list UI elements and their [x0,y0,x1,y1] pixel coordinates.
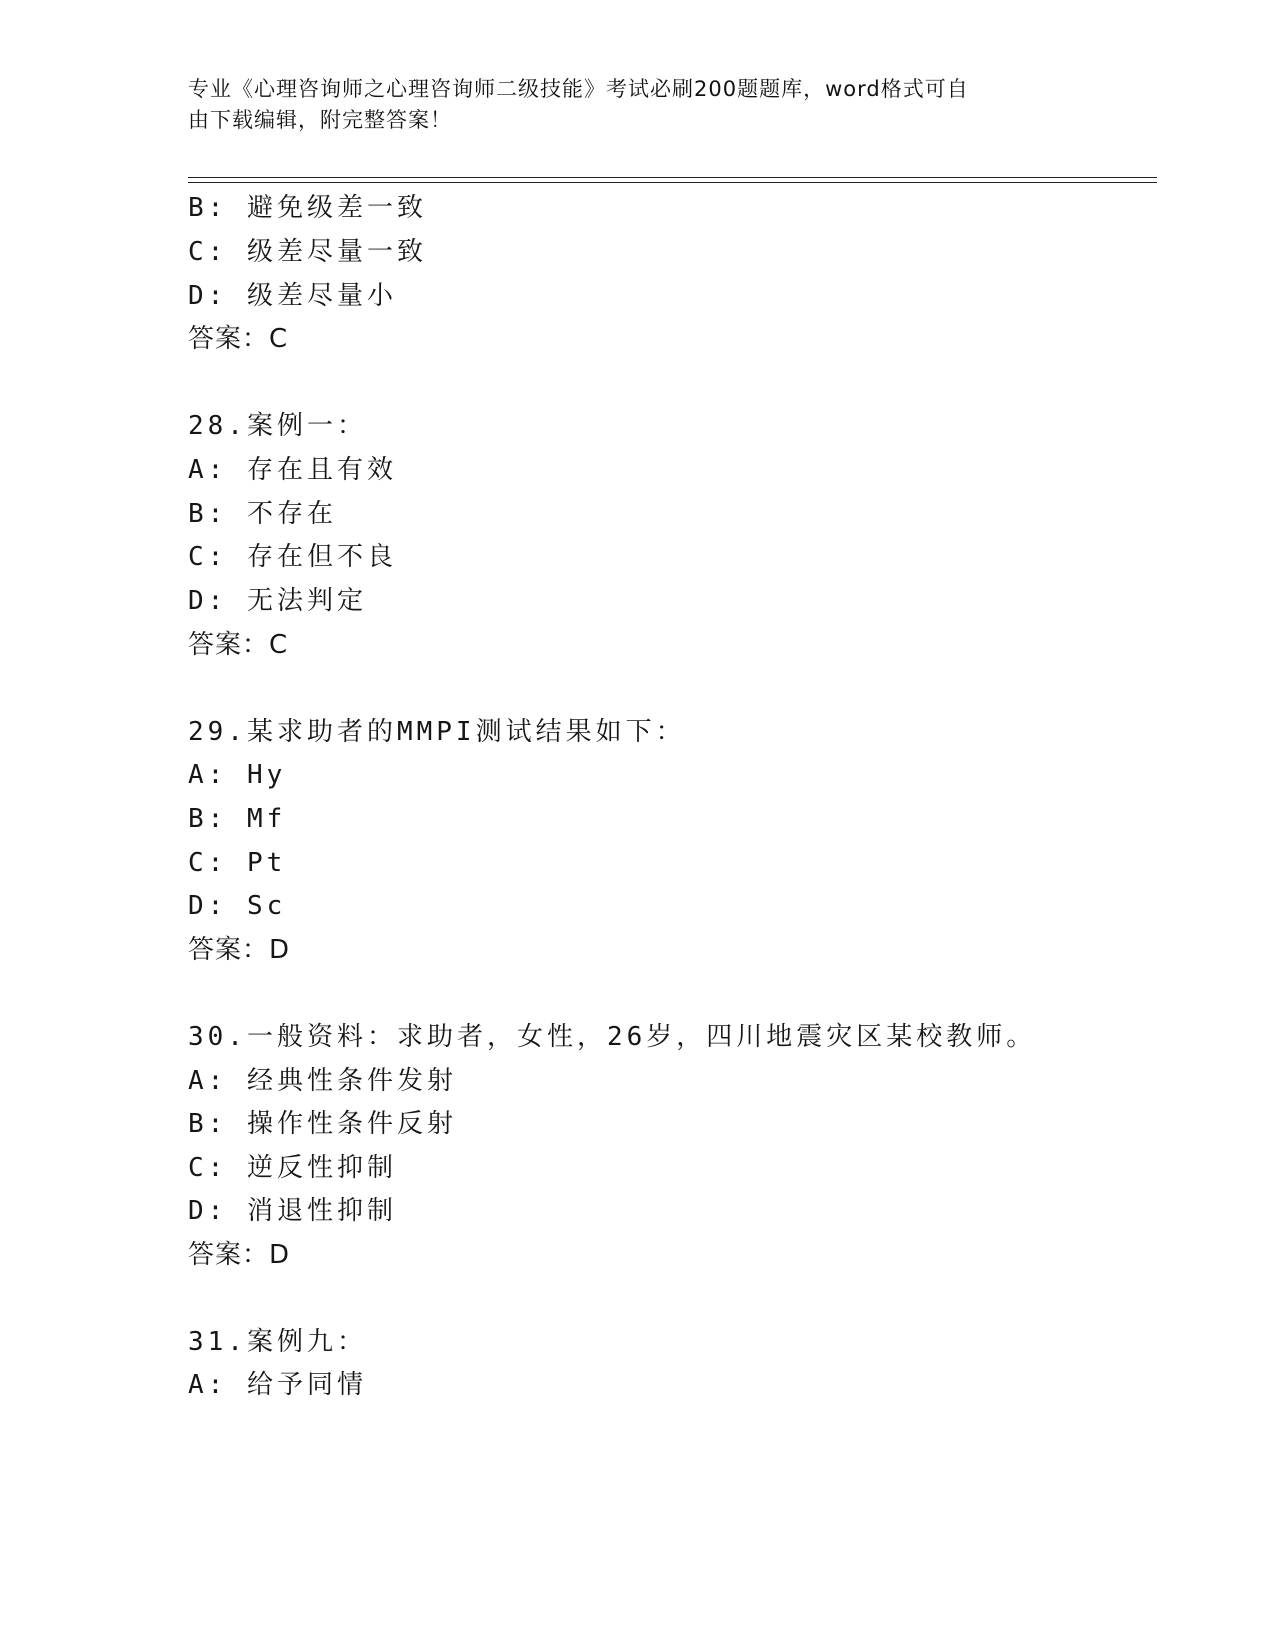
header-divider-bottom [188,182,1157,183]
header-line-2: 由下载编辑，附完整答案！ [188,108,452,132]
option-line: D: 无法判定 [188,586,367,616]
option-line: A: 给予同情 [188,1370,367,1400]
document-header [188,74,1088,136]
answer-line: 答案：C [188,630,289,660]
question-line: 30.一般资料：求助者，女性，26岁，四川地震灾区某校教师。 [188,1022,1037,1052]
header-divider-top [188,177,1157,178]
option-line: B: 避免级差一致 [188,193,427,223]
option-line: C: Pt [188,848,287,878]
option-line: A: 经典性条件发射 [188,1066,457,1096]
option-line: D: 消退性抑制 [188,1196,397,1226]
answer-line: 答案：C [188,324,289,354]
option-line: D: Sc [188,891,287,921]
header-line-1: 专业《心理咨询师之心理咨询师二级技能》考试必刷200题题库，word格式可自 [188,77,969,101]
option-line: A: 存在且有效 [188,455,397,485]
option-line: D: 级差尽量小 [188,281,397,311]
option-line: A: Hy [188,760,287,790]
option-line: C: 逆反性抑制 [188,1153,397,1183]
answer-line: 答案：D [188,935,291,965]
option-line: C: 级差尽量一致 [188,237,427,267]
question-line: 28.案例一： [188,411,367,441]
option-line: B: 操作性条件反射 [188,1109,457,1139]
option-line: B: 不存在 [188,499,337,529]
answer-line: 答案：D [188,1240,291,1270]
option-line: C: 存在但不良 [188,542,397,572]
question-line: 31.案例九： [188,1327,367,1357]
option-line: B: Mf [188,804,287,834]
question-line: 29.某求助者的MMPI测试结果如下： [188,717,686,747]
